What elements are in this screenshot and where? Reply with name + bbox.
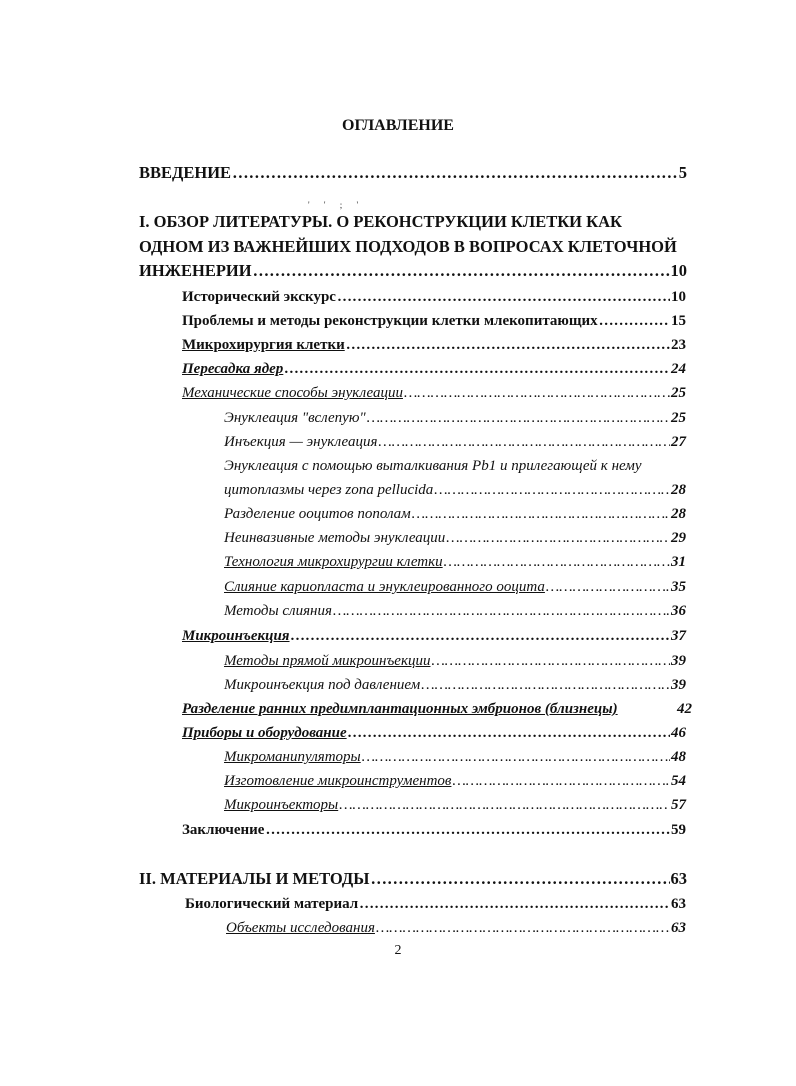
toc-entry[interactable] (182, 699, 692, 719)
toc-page: 46 (671, 725, 686, 741)
scan-marks: ' ' ; ' (308, 200, 365, 210)
dot-leader (546, 577, 670, 597)
toc-page: 35 (671, 579, 686, 595)
toc-label: Механические способы энуклеации (182, 385, 403, 401)
dot-leader (376, 918, 670, 938)
toc-entry[interactable] (182, 626, 686, 646)
toc-page: 28 (671, 482, 686, 498)
toc-label: Слияние кариопласта и энуклеированного ооцита (224, 579, 545, 595)
toc-page: 25 (671, 410, 686, 426)
toc-label: цитоплазмы через zona pellucida (224, 482, 434, 498)
toc-page: 63 (670, 869, 687, 888)
toc-entry[interactable] (224, 480, 686, 500)
dot-leader (370, 869, 669, 889)
toc-page: 15 (671, 313, 686, 329)
toc-page: 39 (671, 677, 686, 693)
toc-page: 57 (671, 797, 686, 813)
dot-leader (284, 359, 670, 379)
toc-entry-chapter1[interactable] (139, 261, 687, 281)
toc-page: 10 (671, 289, 686, 305)
toc-label: Неинвазивные методы энуклеации (224, 530, 446, 546)
toc-entry[interactable] (182, 383, 686, 403)
toc-entry[interactable] (182, 287, 686, 307)
toc-label: ВВЕДЕНИЕ (139, 163, 232, 182)
toc-label: Объекты исследования (226, 920, 375, 936)
toc-label: Проблемы и методы реконструкции клетки млекопитающих (182, 313, 598, 329)
toc-page: 27 (671, 434, 686, 450)
toc-page: 25 (671, 385, 686, 401)
toc-entry[interactable] (224, 601, 686, 621)
dot-leader (404, 383, 670, 403)
dot-leader (431, 651, 670, 671)
dot-leader (434, 480, 670, 500)
dot-leader (346, 335, 670, 355)
toc-label: II. МАТЕРИАЛЫ И МЕТОДЫ (139, 869, 370, 888)
toc-entry[interactable] (182, 820, 686, 840)
toc-entry[interactable] (182, 723, 686, 743)
toc-label: Энуклеация с помощью выталкивания Pb1 и прилегающей к нему (224, 458, 642, 474)
page-number: 2 (394, 943, 402, 958)
toc-page: 39 (671, 653, 686, 669)
toc-label: Пересадка ядер (182, 361, 284, 377)
toc-entry[interactable] (182, 359, 686, 379)
toc-page: 31 (671, 554, 686, 570)
chapter1-line1: I. ОБЗОР ЛИТЕРАТУРЫ. О РЕКОНСТРУКЦИИ КЛЕТКИ КАК (139, 212, 622, 231)
toc-label: Технология микрохирургии клетки (224, 554, 443, 570)
toc-label: Микроинъекция под давлением (224, 677, 421, 693)
dot-leader (253, 261, 670, 281)
toc-label: Биологический материал (185, 896, 359, 912)
toc-entry[interactable] (182, 335, 686, 355)
toc-label: ИНЖЕНЕРИИ (139, 261, 252, 280)
toc-page: 28 (671, 506, 686, 522)
toc-page: 24 (671, 361, 686, 377)
toc-page: 10 (670, 261, 687, 280)
toc-label: Приборы и оборудование (182, 725, 347, 741)
toc-entry[interactable] (224, 577, 686, 597)
toc-entry-chapter2[interactable] (139, 869, 687, 889)
toc-entry[interactable] (224, 432, 686, 452)
toc-page: 63 (671, 896, 686, 912)
toc-entry[interactable] (224, 795, 686, 815)
toc-label: Микрохирургия клетки (182, 337, 345, 353)
dot-leader (333, 601, 670, 621)
dot-leader (337, 287, 670, 307)
dot-leader (367, 408, 670, 428)
dot-leader (265, 820, 670, 840)
toc-page: 42 (677, 701, 692, 717)
dot-leader (446, 528, 670, 548)
toc-label: Изготовление микроинструментов (224, 773, 452, 789)
toc-page: 23 (671, 337, 686, 353)
toc-entry[interactable] (224, 747, 686, 767)
toc-entry[interactable] (224, 552, 686, 572)
dot-leader (378, 432, 670, 452)
dot-leader (599, 311, 670, 331)
toc-entry[interactable] (224, 528, 686, 548)
toc-label: Микроинъекторы (224, 797, 339, 813)
toc-label: Микроманипуляторы (224, 749, 361, 765)
toc-page: 63 (671, 920, 686, 936)
toc-page: 48 (671, 749, 686, 765)
toc-label: Инъекция — энуклеация (224, 434, 378, 450)
toc-entry[interactable] (224, 771, 686, 791)
toc-label: Разделение ранних предимплантационных эмбрионов (близнецы) (182, 701, 618, 717)
toc-label: Заключение (182, 822, 265, 838)
toc-label: Разделение ооцитов пополам (224, 506, 411, 522)
toc-entry[interactable] (182, 311, 686, 331)
dot-leader (412, 504, 670, 524)
toc-entry[interactable] (226, 918, 686, 938)
toc-label: Методы прямой микроинъекции (224, 653, 431, 669)
chapter1-line2: ОДНОМ ИЗ ВАЖНЕЙШИХ ПОДХОДОВ В ВОПРОСАХ КЛЕТОЧНОЙ (139, 237, 677, 256)
dot-leader (444, 552, 670, 572)
dot-leader (339, 795, 670, 815)
page-title: ОГЛАВЛЕНИЕ (342, 117, 454, 134)
dot-leader (359, 894, 670, 914)
toc-page: 54 (671, 773, 686, 789)
toc-page: 5 (678, 163, 687, 182)
toc-entry[interactable] (224, 504, 686, 524)
dot-leader (348, 723, 670, 743)
dot-leader (421, 675, 670, 695)
toc-entry[interactable] (185, 894, 686, 914)
toc-label: Микроинъекция (182, 628, 290, 644)
toc-page: 59 (671, 822, 686, 838)
toc-entry[interactable] (224, 675, 686, 695)
dot-leader (291, 626, 670, 646)
toc-entry-text (224, 456, 686, 476)
toc-entry[interactable] (224, 408, 686, 428)
toc-entry-intro[interactable] (139, 163, 687, 183)
dot-leader (452, 771, 670, 791)
toc-label: Исторический экскурс (182, 289, 336, 305)
toc-page: 29 (671, 530, 686, 546)
toc-page: 36 (671, 603, 686, 619)
toc-page: 37 (671, 628, 686, 644)
dot-leader (362, 747, 670, 767)
toc-entry[interactable] (224, 651, 686, 671)
toc-label: Методы слияния (224, 603, 332, 619)
toc-label: Энуклеация "вслепую" (224, 410, 366, 426)
dot-leader (232, 163, 678, 183)
